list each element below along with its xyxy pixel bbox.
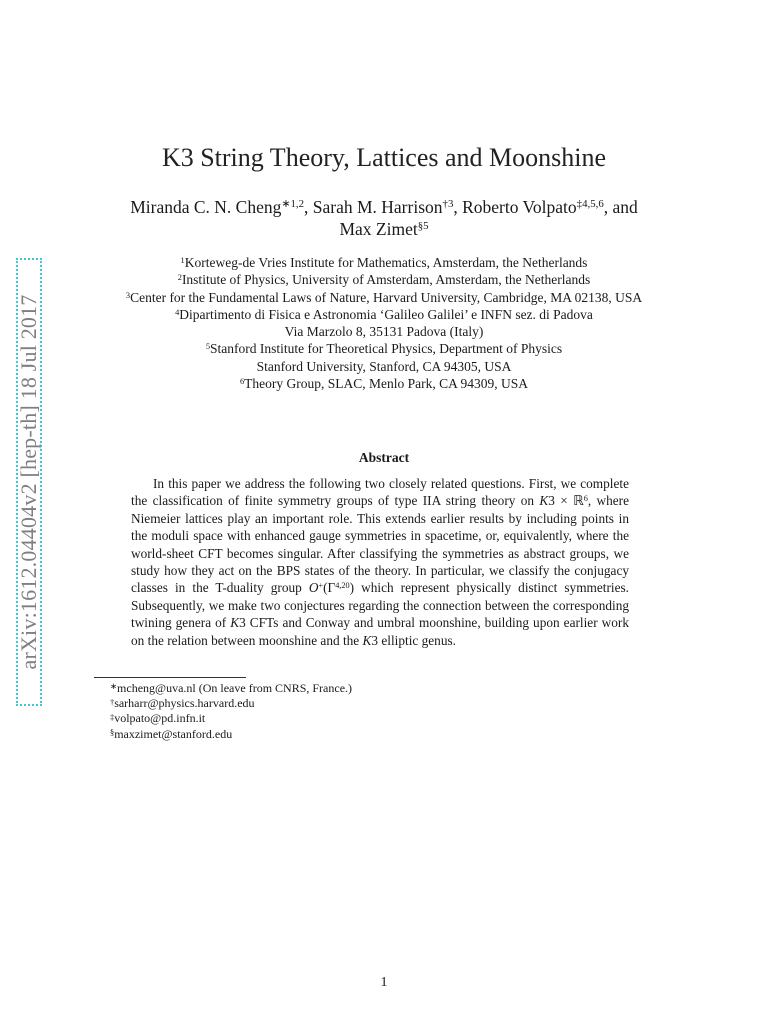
affiliation xyxy=(60,358,708,375)
affiliation-text: Institute of Physics, University of Amsterdam, Amsterdam, the Netherlands xyxy=(181,272,591,288)
author-list xyxy=(80,196,688,240)
affiliation-text: Theory Group, SLAC, Menlo Park, CA 94309, USA xyxy=(244,376,529,392)
author-name: Miranda C. N. Cheng xyxy=(130,197,282,217)
affiliation xyxy=(60,306,708,323)
footnote-text: sarharr@physics.harvard.edu xyxy=(114,696,255,711)
footnote xyxy=(110,696,352,711)
affiliation-sup: 3 xyxy=(125,290,131,300)
affiliation-text: Via Marzolo 8, 35131 Padova (Italy) xyxy=(284,324,484,340)
affiliation-sup: 2 xyxy=(177,273,182,283)
footnote xyxy=(110,727,352,742)
author-line-1: Miranda C. N. Cheng$^{∗1,2}$, Sarah M. Harrison$^{\dagger 3}$, Roberto Volpato$^{\ddagger 4,5,6}$, and xyxy=(130,197,638,217)
paper-title: K3 String Theory, Lattices and Moonshine xyxy=(161,143,607,172)
abstract-text: elliptic genus. xyxy=(378,632,456,648)
author-name: Sarah M. Harrison xyxy=(312,197,443,217)
author-sup: ∗1,2 xyxy=(281,198,304,211)
footnote-mark: ∗ xyxy=(110,682,118,692)
math-3: 3 xyxy=(239,615,246,631)
author-and: , and xyxy=(603,197,638,217)
math-3: 3 xyxy=(548,493,555,509)
affiliation xyxy=(60,340,708,357)
affiliation-sup: 1 xyxy=(180,255,185,265)
math-k: K xyxy=(230,615,240,631)
affiliation-text: Korteweg-de Vries Institute for Mathematics, Amsterdam, the Netherlands xyxy=(184,255,588,270)
affiliation-text: Stanford University, Stanford, CA 94305, USA xyxy=(256,358,512,374)
affiliation-sup: 6 xyxy=(239,377,245,386)
author-name: Max Zimet xyxy=(339,219,418,239)
math-k: K xyxy=(362,632,372,648)
author-sup: §5 xyxy=(417,220,429,233)
author-sup: ‡4,5,6 xyxy=(576,198,604,211)
footnote-mark: ‡ xyxy=(110,712,115,722)
arxiv-stamp xyxy=(16,258,42,706)
affiliation-text: Dipartimento di Fisica e Astronomia ‘Galileo Galilei’ e INFN sez. di Padova xyxy=(179,306,593,322)
footnote-mark: † xyxy=(110,697,115,707)
footnote xyxy=(110,711,352,726)
affiliation xyxy=(60,271,708,288)
footnote xyxy=(110,681,352,696)
abstract-text: CFTs and Conway and umbral moonshine, building upon earlier work on the relation between moonshine and the xyxy=(131,615,629,648)
abstract-text: , where Niemeier lattices play an important role. This extends earlier results by including points in the moduli space with enhanced gauge symmetries in spacetime, or, equivalently, where the world-sheet CFT becomes singular. After classifying the symmetries as abstract groups, we study how they act on the BPS states of the theory. In particular, we classify the conjugacy classes in the T-duality group xyxy=(131,493,629,596)
math-3: 3 xyxy=(371,632,379,648)
math-sup: 6 xyxy=(583,494,588,504)
footnote-rule xyxy=(94,677,246,678)
abstract-heading: Abstract xyxy=(358,450,410,465)
affiliation xyxy=(60,289,708,306)
affiliation-text: Stanford Institute for Theoretical Physics, Department of Physics xyxy=(210,341,563,357)
affiliation-sup: 4 xyxy=(175,307,180,317)
author-line-2 xyxy=(80,218,688,240)
footnote-text: mcheng@uva.nl (On leave from CNRS, France.) xyxy=(117,681,353,695)
math-k: K xyxy=(539,493,549,509)
math-times-r: × ℝ xyxy=(554,493,584,509)
arxiv-id: arXiv:1612.04404v2 [hep-th] 18 Jul 2017 xyxy=(16,294,41,670)
footnote-text: volpato@pd.infn.it xyxy=(114,711,206,726)
math-paren: ) xyxy=(349,580,355,596)
author-sup: †3 xyxy=(442,198,454,211)
affiliation-text: Center for the Fundamental Laws of Nature, Harvard University, Cambridge, MA 02138, USA xyxy=(130,289,643,305)
footnote-text: maxzimet@stanford.edu xyxy=(114,726,233,741)
abstract-body xyxy=(131,475,629,649)
page-number: 1 xyxy=(380,975,388,990)
affiliation xyxy=(60,254,708,271)
author-name: Roberto Volpato xyxy=(462,197,577,217)
affiliation-list xyxy=(60,254,708,392)
footnote-mark: § xyxy=(110,727,115,737)
math-gamma: (Γ xyxy=(323,580,336,596)
math-sup: + xyxy=(318,581,324,591)
math-o: O xyxy=(308,580,319,596)
math-sup: 4,20 xyxy=(335,581,350,591)
abstract-text: which represent physically distinct symmetries. Subsequently, we make two conjectures regarding the connection between the corresponding twining genera of xyxy=(131,580,629,631)
affiliation xyxy=(60,323,708,340)
abstract-text: In this paper we address the following two closely related questions. First, we complete the classification of finite symmetry groups of type IIA string theory on xyxy=(131,476,629,509)
affiliation xyxy=(60,375,708,392)
affiliation-sup: 5 xyxy=(205,342,210,352)
footnote-list xyxy=(110,681,352,742)
